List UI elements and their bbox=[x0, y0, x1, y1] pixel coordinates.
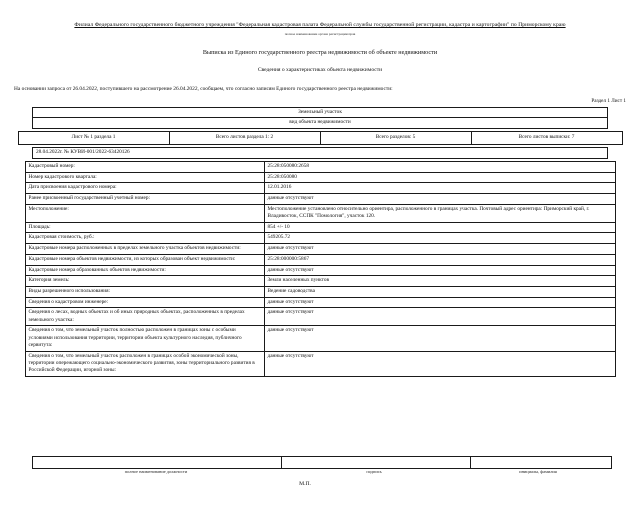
total-sections-cell: Всего разделов: 5 bbox=[320, 131, 471, 144]
document-subtitle: Сведения о характеристиках объекта недвижимости bbox=[257, 66, 383, 73]
position-caption: полное наименование должности bbox=[124, 469, 188, 474]
table-row bbox=[25, 297, 615, 308]
signature-captions bbox=[32, 468, 608, 475]
table-row bbox=[25, 204, 615, 222]
table-row bbox=[25, 172, 615, 183]
kuvi-number-table bbox=[32, 147, 608, 159]
row-value: 25:28:000000:5867 bbox=[264, 254, 615, 265]
row-value: данные отсутствуют bbox=[264, 308, 615, 326]
table-row bbox=[25, 222, 615, 233]
row-label: Местоположение: bbox=[25, 204, 264, 222]
sheet-counters-row bbox=[18, 131, 622, 144]
characteristics-rows-body bbox=[25, 162, 615, 377]
row-label: Сведения о кадастровом инженере: bbox=[25, 297, 264, 308]
row-label: Номер кадастрового квартала: bbox=[25, 172, 264, 183]
row-label: Площадь: bbox=[25, 222, 264, 233]
row-value: 549205.72 bbox=[264, 233, 615, 244]
table-row bbox=[25, 265, 615, 276]
row-label: Сведения о лесах, водных объектах и об иных природных объектах, расположенных в пределах земельного участка: bbox=[25, 308, 264, 326]
row-value: 25:28:050080 bbox=[264, 172, 615, 183]
row-label: Дата присвоения кадастрового номера: bbox=[25, 183, 264, 194]
characteristics-rows-table bbox=[25, 161, 616, 377]
row-label: Категория земель: bbox=[25, 276, 264, 287]
object-type-row bbox=[33, 107, 608, 118]
row-value: данные отсутствуют bbox=[264, 265, 615, 276]
object-type-caption-cell: вид объекта недвижимости bbox=[33, 118, 608, 129]
stamp-mark-text: М.П. bbox=[299, 481, 311, 487]
document-title: Выписка из Единого государственного реестра недвижимости об объекте недвижимости bbox=[202, 48, 438, 56]
table-row bbox=[25, 276, 615, 287]
signature-caption: подпись bbox=[366, 469, 382, 474]
row-value: данные отсутствуют bbox=[264, 244, 615, 255]
row-label: Кадастровая стоимость, руб.: bbox=[25, 233, 264, 244]
row-value: данные отсутствуют bbox=[264, 351, 615, 376]
total-sheets-cell: Всего листов выписки: 7 bbox=[471, 131, 622, 144]
table-row bbox=[25, 233, 615, 244]
signature-cell bbox=[282, 457, 471, 469]
row-label: Ранее присвоенный государственный учетный номер: bbox=[25, 194, 264, 205]
sheet-counters-table bbox=[18, 131, 623, 145]
organization-caption: полное наименование органа регистрации прав bbox=[284, 31, 356, 36]
row-label: Кадастровые номера объектов недвижимости, из которых образован объект недвижимости: bbox=[25, 254, 264, 265]
table-row bbox=[25, 244, 615, 255]
kuvi-body bbox=[33, 148, 608, 159]
table-body bbox=[33, 107, 608, 128]
object-type-caption-row bbox=[33, 118, 608, 129]
table-row bbox=[25, 183, 615, 194]
row-label: Сведения о том, что земельный участок полностью расположен в границах зоны с особыми условиями использования территории, территории объекта культурного наследия, публичного сервитута: bbox=[25, 326, 264, 351]
object-type-cell: Земельный участок bbox=[33, 107, 608, 118]
stamp-mark bbox=[0, 480, 640, 489]
row-value: данные отсутствуют bbox=[264, 297, 615, 308]
row-value: Ведение садоводства bbox=[264, 286, 615, 297]
sheets-in-section-cell: Всего листов раздела 1: 2 bbox=[169, 131, 320, 144]
organization-name: Филиал Федерального государственного бюджетного учреждения "Федеральная кадастровая палата Федеральной службы государственной регистрации, кадастра и картографии" по Приморскому краю bbox=[74, 22, 566, 28]
signature-body bbox=[33, 457, 612, 469]
table-row bbox=[25, 254, 615, 265]
table-row bbox=[25, 308, 615, 326]
row-label: Сведения о том, что земельный участок расположен в границах особой экономической зоны, территории опережающего социально-экономического развития, зоны территориального развития в Российской Федерации, игорной зоны: bbox=[25, 351, 264, 376]
row-value: 12.01.2016 bbox=[264, 183, 615, 194]
table-row bbox=[25, 326, 615, 351]
table-row bbox=[25, 194, 615, 205]
name-caption: инициалы, фамилия bbox=[519, 469, 557, 474]
row-value: 25:28:050080:2658 bbox=[264, 162, 615, 173]
row-label: Кадастровый номер: bbox=[25, 162, 264, 173]
property-characteristics-table bbox=[32, 107, 608, 129]
kuvi-number-cell: 28.04.2022г. № КУВИ-001/2022-63420126 bbox=[33, 148, 608, 159]
name-signature-cell bbox=[471, 457, 612, 469]
position-signature-cell bbox=[33, 457, 282, 469]
document-page bbox=[0, 22, 640, 517]
row-value: 854 +/- 10 bbox=[264, 222, 615, 233]
row-value: Земли населенных пунктов bbox=[264, 276, 615, 287]
row-label: Кадастровые номера образованных объектов недвижимости: bbox=[25, 265, 264, 276]
kuvi-row bbox=[33, 148, 608, 159]
request-basis-line: На основании запроса от 26.04.2022, поступившего на рассмотрение 26.04.2022, сообщаем, что согласно записям Единого государственного реестра недвижимости: bbox=[14, 85, 393, 92]
organization-header bbox=[0, 22, 640, 37]
section-sheet-mark: Раздел 1 Лист 1 bbox=[591, 97, 626, 104]
table-row bbox=[25, 351, 615, 376]
row-label: Виды разрешенного использования: bbox=[25, 286, 264, 297]
row-value: данные отсутствуют bbox=[264, 326, 615, 351]
row-label: Кадастровые номера расположенных в пределах земельного участка объектов недвижимости: bbox=[25, 244, 264, 255]
table-row bbox=[25, 162, 615, 173]
sheet-counters-body bbox=[18, 131, 622, 144]
signature-row bbox=[33, 457, 612, 469]
table-row bbox=[25, 286, 615, 297]
sheet-of-section-cell: Лист № 1 раздела 1 bbox=[18, 131, 169, 144]
row-value: Местоположение установлено относительно ориентира, расположенного в границах участка. Почтовый адрес ориентира: Приморский край, г. Владивосток, ССПК "Помология", участок 120. bbox=[264, 204, 615, 222]
row-value: данные отсутствуют bbox=[264, 194, 615, 205]
